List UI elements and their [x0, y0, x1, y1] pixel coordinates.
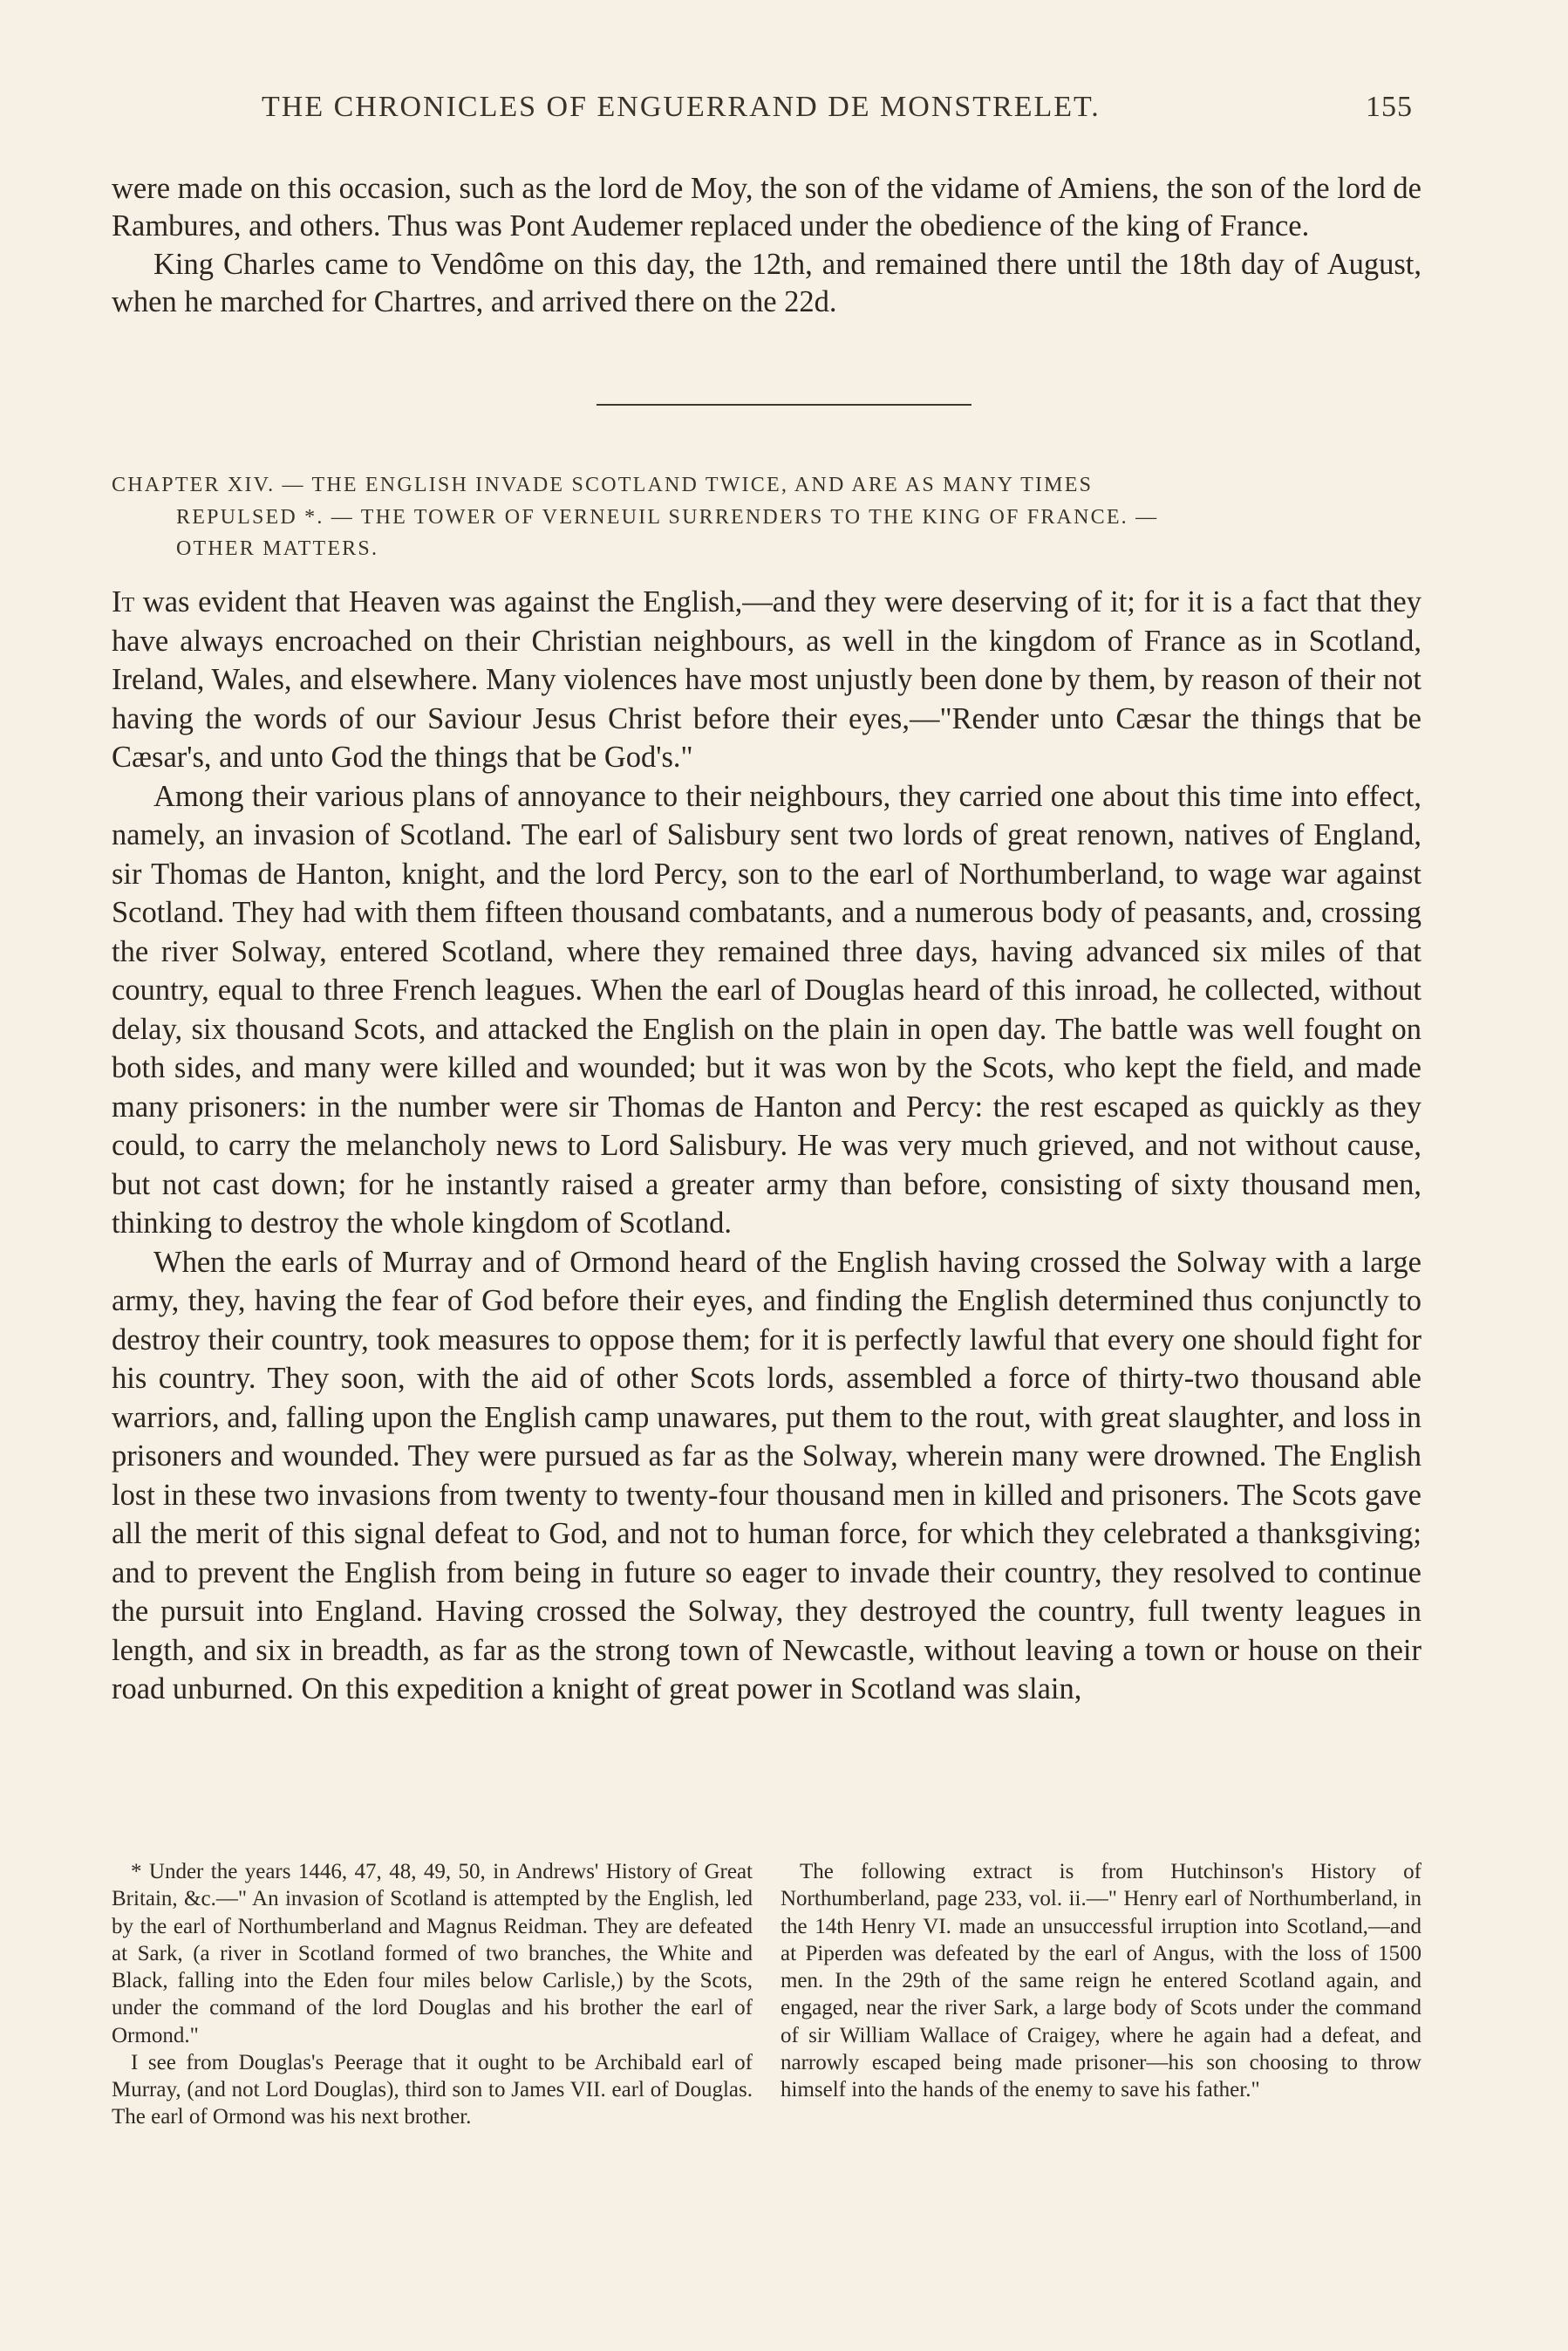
footnotes: [112, 1858, 1421, 2131]
intro-paragraph-1: were made on this occasion, such as the lord de Moy, the son of the vidame of Amiens, the son of the lord de Rambures, and others. Thus was Pont Audemer replaced under the obedience of the king of France.: [112, 172, 1421, 243]
intro-text: [112, 170, 1421, 321]
footnote-column-left: [112, 1858, 753, 2131]
section-divider: [597, 404, 971, 406]
chapter-heading-line-3: OTHER MATTERS.: [176, 537, 379, 561]
chapter-heading-line-2: REPULSED *. — THE TOWER OF VERNEUIL SURRENDERS TO THE KING OF FRANCE. —: [176, 505, 1159, 529]
chapter-body: [112, 583, 1421, 1709]
chapter-paragraph-3: When the earls of Murray and of Ormond heard of the English having crossed the Solway with a large army, they, having the fear of God before their eyes, and finding the English determined thus conjunctly to destroy their country, took measures to oppose them; for it is perfectly lawful that every one should fight for his country. They soon, with the aid of other Scots lords, assembled a force of thirty-two thousand able warriors, and, falling upon the English camp unawares, put them to the rout, with great slaughter, and loss in prisoners and wounded. They were pursued as far as the Solway, wherein many were drowned. The English lost in these two invasions from twenty to twenty-four thousand men in killed and prisoners. The Scots gave all the merit of this signal defeat to God, and not to human force, for which they celebrated a thanksgiving; and to prevent the English from being in future so eager to invade their country, they resolved to continue the pursuit into England. Having crossed the Solway, they destroyed the country, full twenty leagues in length, and six in breadth, as far as the strong town of Newcastle, without leaving a town or house on their road unburned. On this expedition a knight of great power in Scotland was slain,: [112, 1245, 1421, 1705]
footnote-right-1: The following extract is from Hutchinson's History of Northumberland, page 233, vol. ii.—" Henry earl of Northumberland, in the 14th Henry VI. made an unsuccessful irruption into Scotland,—and at Piperden was defeated by the earl of Angus, with the loss of 1500 men. In the 29th of the same reign he entered Scotland again, and engaged, near the river Sark, a large body of Scots under the command of sir William Wallace of Craigey, where he again had a defeat, and narrowly escaped being made prisoner—his son choosing to throw himself into the hands of the enemy to save his father.": [781, 1860, 1421, 2102]
footnote-left-1: * Under the years 1446, 47, 48, 49, 50, in Andrews' History of Great Britain, &c.—" An invasion of Scotland is attempted by the English, led by the earl of Northumberland and Magnus Reidman. They are defeated at Sark, (a river in Scotland formed of two branches, the White and Black, falling into the Eden four miles below Carlisle,) by the Scots, under the command of the lord Douglas and his brother the earl of Ormond.": [112, 1860, 753, 2047]
paragraph-lead-word: It: [112, 585, 135, 619]
intro-paragraph-2: King Charles came to Vendôme on this day, the 12th, and remained there until the 18th day of August, when he marched for Chartres, and arrived there on the 22d.: [112, 247, 1421, 318]
running-title: THE CHRONICLES OF ENGUERRAND DE MONSTRELET.: [262, 91, 1101, 123]
paragraph-1-text: was evident that Heaven was against the English,—and they were deserving of it; for it is a fact that they have always encroached on their Christian neighbours, as well in the kingdom of France as in Scotland, Ireland, Wales, and elsewhere. Many violences have most unjustly been done by them, by reason of their not having the words of our Saviour Jesus Christ before their eyes,—"Render unto Cæsar the things that be Cæsar's, and unto God the things that be God's.": [112, 585, 1421, 774]
chapter-paragraph-1: [112, 583, 1421, 777]
chapter-paragraph-2: Among their various plans of annoyance to their neighbours, they carried one about this time into effect, namely, an invasion of Scotland. The earl of Salisbury sent two lords of great renown, natives of England, sir Thomas de Hanton, knight, and the lord Percy, son to the earl of Northumberland, to wage war against Scotland. They had with them fifteen thousand combatants, and a numerous body of peasants, and, crossing the river Solway, entered Scotland, where they remained three days, having advanced six miles of that country, equal to three French leagues. When the earl of Douglas heard of this inroad, he collected, without delay, six thousand Scots, and attacked the English on the plain in open day. The battle was well fought on both sides, and many were killed and wounded; but it was won by the Scots, who kept the field, and made many prisoners: in the number were sir Thomas de Hanton and Percy: the rest escaped as quickly as they could, to carry the melancholy news to Lord Salisbury. He was very much grieved, and not without cause, but not cast down; for he instantly raised a greater army than before, consisting of sixty thousand men, thinking to destroy the whole kingdom of Scotland.: [112, 779, 1421, 1240]
chapter-heading: [112, 469, 1421, 565]
page-number: 155: [1366, 91, 1413, 123]
chapter-heading-line-1: CHAPTER XIV. — THE ENGLISH INVADE SCOTLAND TWICE, AND ARE AS MANY TIMES: [112, 474, 1094, 496]
footnote-left-2: I see from Douglas's Peerage that it ought to be Archibald earl of Murray, (and not Lord Douglas), third son to James VII. earl of Douglas. The earl of Ormond was his next brother.: [112, 2050, 753, 2129]
footnote-column-right: [781, 1858, 1421, 2131]
running-header: [262, 91, 1413, 134]
